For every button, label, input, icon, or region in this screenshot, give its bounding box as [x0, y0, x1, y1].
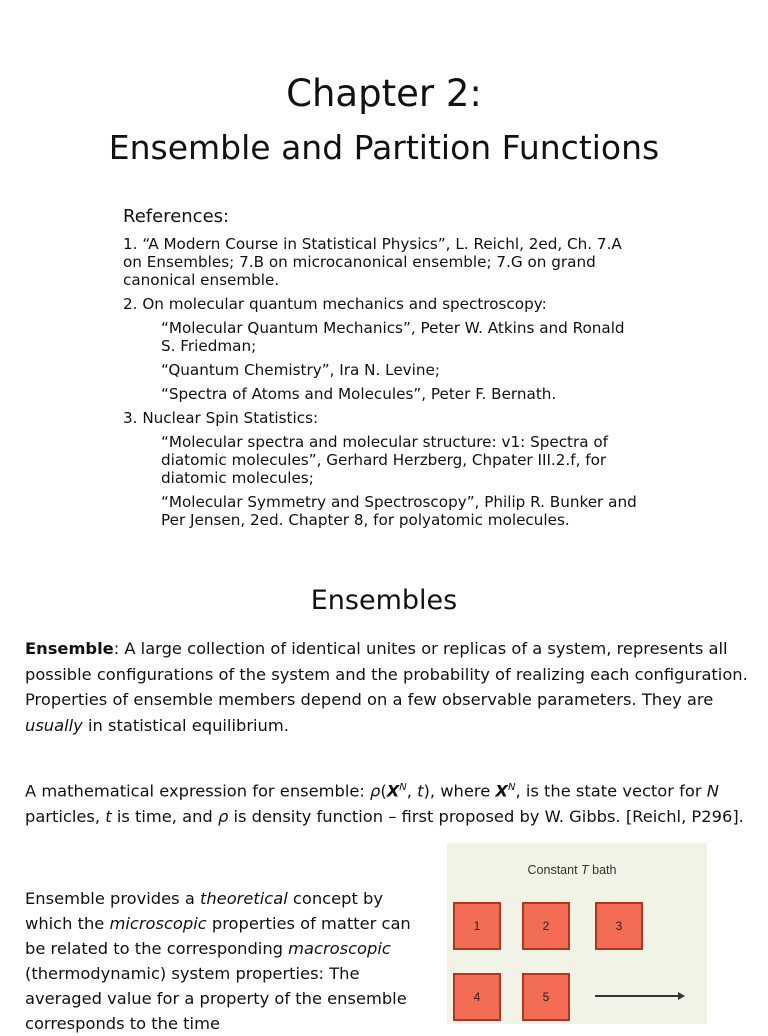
- chapter-title: Chapter 2:: [286, 72, 482, 115]
- definition-text-end: in statistical equilibrium.: [82, 715, 289, 735]
- expr-state-vector: X: [495, 781, 508, 801]
- ensemble-concept: [25, 886, 430, 1036]
- expr-text: , is the state vector for: [515, 781, 707, 801]
- section-title: Ensembles: [310, 585, 458, 616]
- figure-caption: [447, 863, 697, 877]
- expr-time: t: [105, 806, 112, 826]
- definition-term: Ensemble: [25, 639, 114, 658]
- reference-subitem: “Spectra of Atoms and Molecules”, Peter F. Bernath.: [161, 385, 557, 403]
- reference-item: 2. On molecular quantum mechanics and spectroscopy:: [123, 295, 547, 313]
- concept-emphasis: microscopic: [109, 914, 207, 933]
- expr-text: A mathematical expression for ensemble:: [25, 781, 371, 801]
- concept-text: concept by which the: [25, 889, 383, 933]
- expr-time: t: [417, 781, 424, 801]
- ensemble-member-box: 4: [453, 973, 501, 1021]
- reference-subitem: “Molecular spectra and molecular structure: v1: Spectra of diatomic molecules”, Gerhard Herzberg, Chpater III.2.f, for diatomic molecules;: [161, 433, 609, 487]
- expr-superscript: N: [507, 782, 516, 793]
- reference-subitem: “Quantum Chemistry”, Ira N. Levine;: [161, 361, 440, 379]
- expr-superscript: N: [399, 782, 407, 793]
- definition-emphasis: usually: [25, 715, 83, 735]
- expr-particles: N: [706, 781, 719, 801]
- ensemble-member-box: 2: [522, 902, 570, 950]
- concept-emphasis: theoretical: [199, 889, 288, 908]
- concept-text: (thermodynamic) system properties: The averaged value for a property of the ensemble corresponds to the time: [25, 964, 407, 1033]
- expr-text: ), where: [423, 781, 496, 801]
- ensemble-member-box: 3: [595, 902, 643, 950]
- concept-text: properties of matter can be related to the corresponding: [25, 914, 411, 958]
- expr-text: particles,: [25, 806, 106, 826]
- references-block: [123, 206, 643, 535]
- reference-subitem: “Molecular Symmetry and Spectroscopy”, Philip R. Bunker and Per Jensen, 2ed. Chapter 8, for polyatomic molecules.: [161, 493, 637, 529]
- concept-emphasis: macroscopic: [288, 939, 391, 958]
- concept-text: Ensemble provides a: [25, 889, 200, 908]
- definition-text: : A large collection of identical unites or replicas of a system, represents all possible configurations of the system and the probability of realizing each configuration. Properties of ensemble members depend on a few observable parameters. They are: [25, 639, 748, 709]
- ensemble-expression: [25, 775, 755, 829]
- ensemble-figure: [447, 843, 707, 1024]
- reference-subitem: “Molecular Quantum Mechanics”, Peter W. Atkins and Ronald S. Friedman;: [161, 319, 625, 355]
- chapter-subtitle: Ensemble and Partition Functions: [108, 128, 660, 167]
- expr-state-vector: X: [386, 781, 400, 801]
- expr-text: (: [380, 781, 387, 801]
- ensemble-definition: [25, 636, 755, 738]
- references-header: References:: [123, 206, 230, 227]
- ensemble-member-box: 1: [453, 902, 501, 950]
- expr-text: is time, and: [111, 806, 218, 826]
- arrow-right-icon: [595, 995, 679, 997]
- caption-text: Constant: [527, 863, 582, 877]
- expr-text: is density function – first proposed by W. Gibbs. [Reichl, P296].: [228, 806, 744, 826]
- reference-item: 1. “A Modern Course in Statistical Physics”, L. Reichl, 2ed, Ch. 7.A on Ensembles; 7.B on microcanonical ensemble; 7.G on grand canonical ensemble.: [123, 235, 622, 289]
- expr-rho: ρ: [370, 781, 381, 801]
- reference-item: 3. Nuclear Spin Statistics:: [123, 409, 319, 427]
- caption-temperature: T: [581, 863, 589, 877]
- expr-rho: ρ: [217, 806, 229, 826]
- caption-text: bath: [588, 863, 617, 877]
- ensemble-member-box: 5: [522, 973, 570, 1021]
- expr-text: ,: [406, 781, 418, 801]
